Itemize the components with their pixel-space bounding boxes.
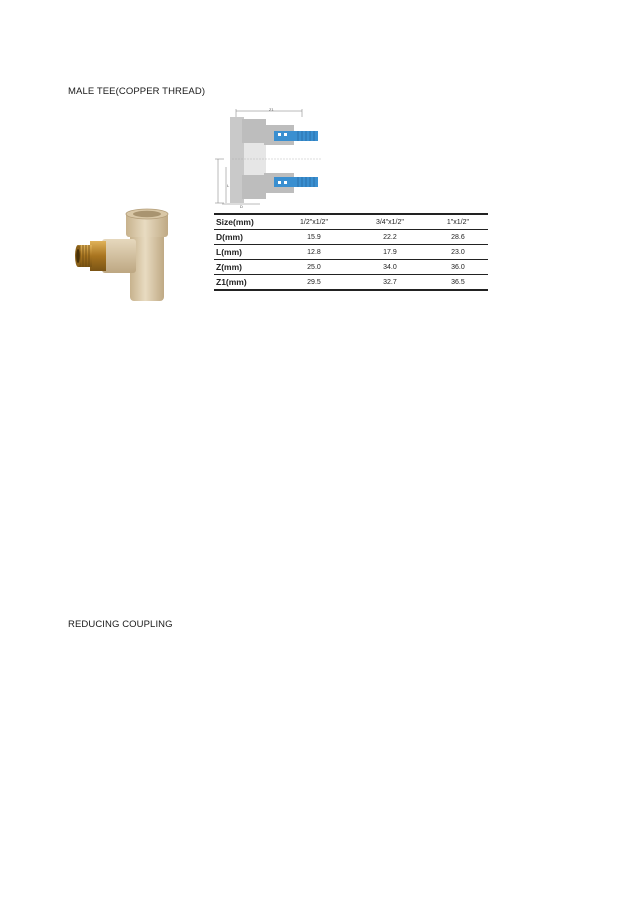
table-row	[214, 275, 488, 291]
table-row	[214, 260, 488, 275]
table-row-label: Z(mm)	[214, 260, 276, 275]
table-header-cell: 1/2"x1/2"	[276, 214, 352, 230]
dim-label-l: L	[227, 183, 230, 188]
table-cell: 36.0	[428, 260, 488, 275]
section-title-reducing-coupling: REDUCING COUPLING	[68, 619, 173, 630]
male-tee-cross-section-diagram	[212, 107, 347, 210]
table-row	[214, 230, 488, 245]
section-title-male-tee: MALE TEE(COPPER THREAD)	[68, 86, 206, 97]
table-header-cell: 1"x1/2"	[428, 214, 488, 230]
table-cell: 34.0	[352, 260, 428, 275]
table-row-label: D(mm)	[214, 230, 276, 245]
table-cell: 15.9	[276, 230, 352, 245]
table-cell: 36.5	[428, 275, 488, 291]
table-cell: 25.0	[276, 260, 352, 275]
table-cell: 32.7	[352, 275, 428, 291]
table-header-label: Size(mm)	[214, 214, 276, 230]
table-row-label: Z1(mm)	[214, 275, 276, 291]
dim-label-d: D	[240, 204, 243, 209]
table-row	[214, 245, 488, 260]
table-cell: 22.2	[352, 230, 428, 245]
table-cell: 29.5	[276, 275, 352, 291]
table-header-cell: 3/4"x1/2"	[352, 214, 428, 230]
table-cell: 12.8	[276, 245, 352, 260]
table-cell: 17.9	[352, 245, 428, 260]
male-tee-spec-table	[214, 213, 488, 291]
table-row-label: L(mm)	[214, 245, 276, 260]
table-cell: 23.0	[428, 245, 488, 260]
table-header-row	[214, 214, 488, 230]
dim-label-z1: Z1	[269, 107, 274, 112]
table-cell: 28.6	[428, 230, 488, 245]
male-tee-product-photo	[72, 207, 192, 303]
